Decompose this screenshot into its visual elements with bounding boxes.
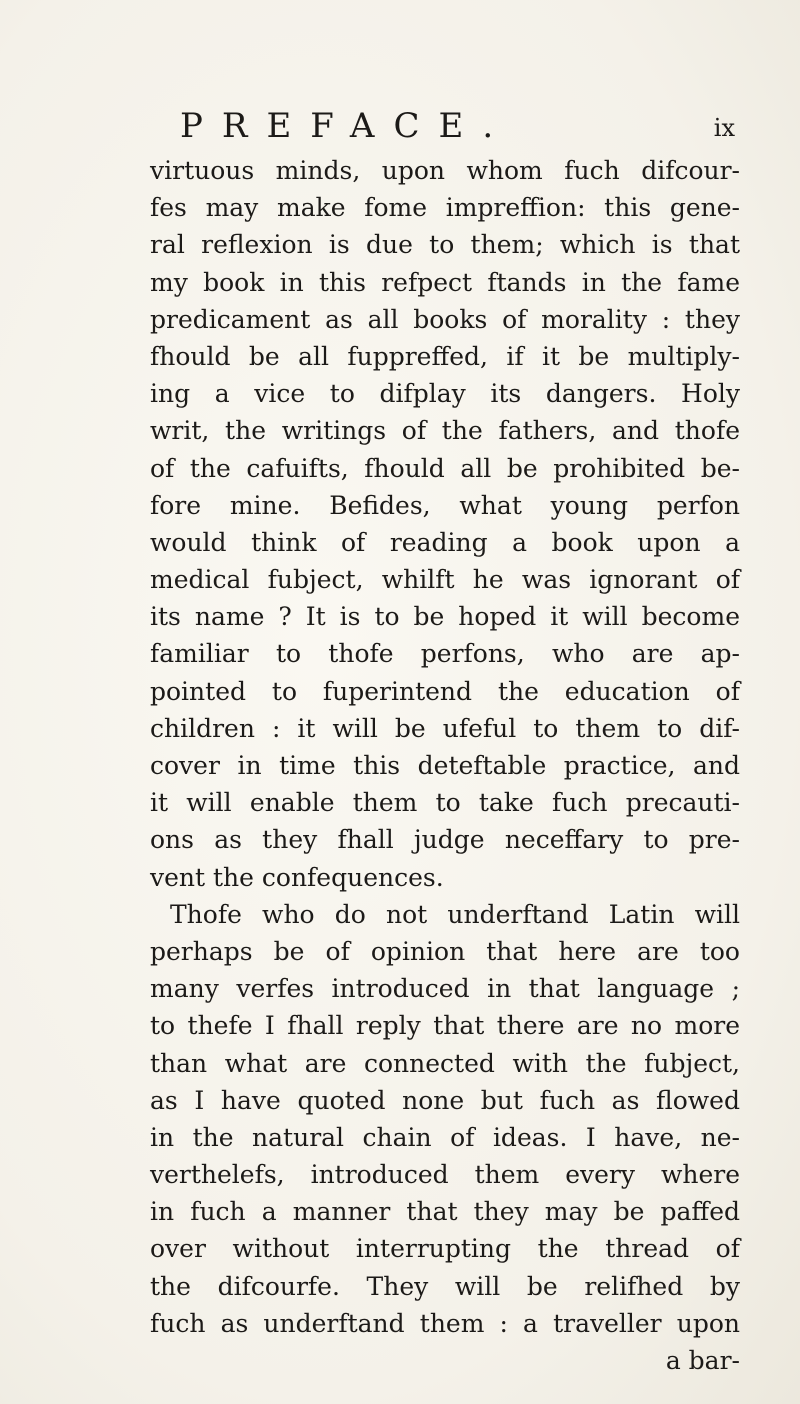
text-line: to thefe I fhall reply that there are no more xyxy=(150,1011,740,1041)
text-line: in fuch a manner that they may be paffed xyxy=(150,1197,740,1227)
text-line: predicament as all books of morality : they xyxy=(150,304,740,334)
text-line: than what are connected with the fubject, xyxy=(150,1048,740,1078)
text-line: children : it will be ufeful to them to dif- xyxy=(150,713,740,743)
text-line: writ, the writings of the fathers, and thofe xyxy=(150,416,740,446)
text-line: of the cafuifts, fhould all be prohibited be- xyxy=(150,453,740,483)
text-line: verthelefs, introduced them every where xyxy=(150,1160,740,1190)
page-number: ix xyxy=(713,114,735,142)
text-line: vent the confequences. xyxy=(150,862,444,892)
body-text xyxy=(150,152,740,1379)
text-line: medical fubject, whilft he was ignorant of xyxy=(150,565,740,595)
page-header xyxy=(180,104,735,148)
text-line: fes may make fome impreffion: this gene- xyxy=(150,193,740,223)
text-line: would think of reading a book upon a xyxy=(150,527,740,557)
running-title: PREFACE. xyxy=(180,106,513,146)
text-line: fhould be all fuppreffed, if it be multiply- xyxy=(150,341,740,371)
text-line: in the natural chain of ideas. I have, ne- xyxy=(150,1122,740,1152)
text-line: fuch as underftand them : a traveller upon xyxy=(150,1308,740,1338)
text-line: cover in time this deteftable practice, and xyxy=(150,751,740,780)
text-line: it will enable them to take fuch precauti- xyxy=(150,788,740,818)
text-line: its name ? It is to be hoped it will become xyxy=(150,602,740,632)
text-line: as I have quoted none but fuch as flowed xyxy=(150,1085,740,1115)
text-line: virtuous minds, upon whom fuch difcour- xyxy=(150,156,740,185)
text-line: perhaps be of opinion that here are too xyxy=(150,936,740,966)
catchword: a bar- xyxy=(665,1346,740,1375)
text-line: over without interrupting the thread of xyxy=(150,1234,740,1264)
text-line: Thofe who do not underftand Latin will xyxy=(170,899,740,929)
text-line: ons as they fhall judge neceffary to pre- xyxy=(150,825,740,855)
text-line: pointed to fuperintend the education of xyxy=(150,676,740,706)
text-line: ral reflexion is due to them; which is that xyxy=(150,230,740,260)
text-line: familiar to thofe perfons, who are ap- xyxy=(150,639,740,669)
text-line: many verfes introduced in that language ; xyxy=(150,974,740,1004)
text-line: my book in this refpect ftands in the fame xyxy=(150,267,740,297)
text-line: fore mine. Befides, what young perfon xyxy=(150,490,740,520)
text-line: ing a vice to difplay its dangers. Holy xyxy=(150,379,740,409)
text-line: the difcourfe. They will be relifhed by xyxy=(150,1271,740,1301)
